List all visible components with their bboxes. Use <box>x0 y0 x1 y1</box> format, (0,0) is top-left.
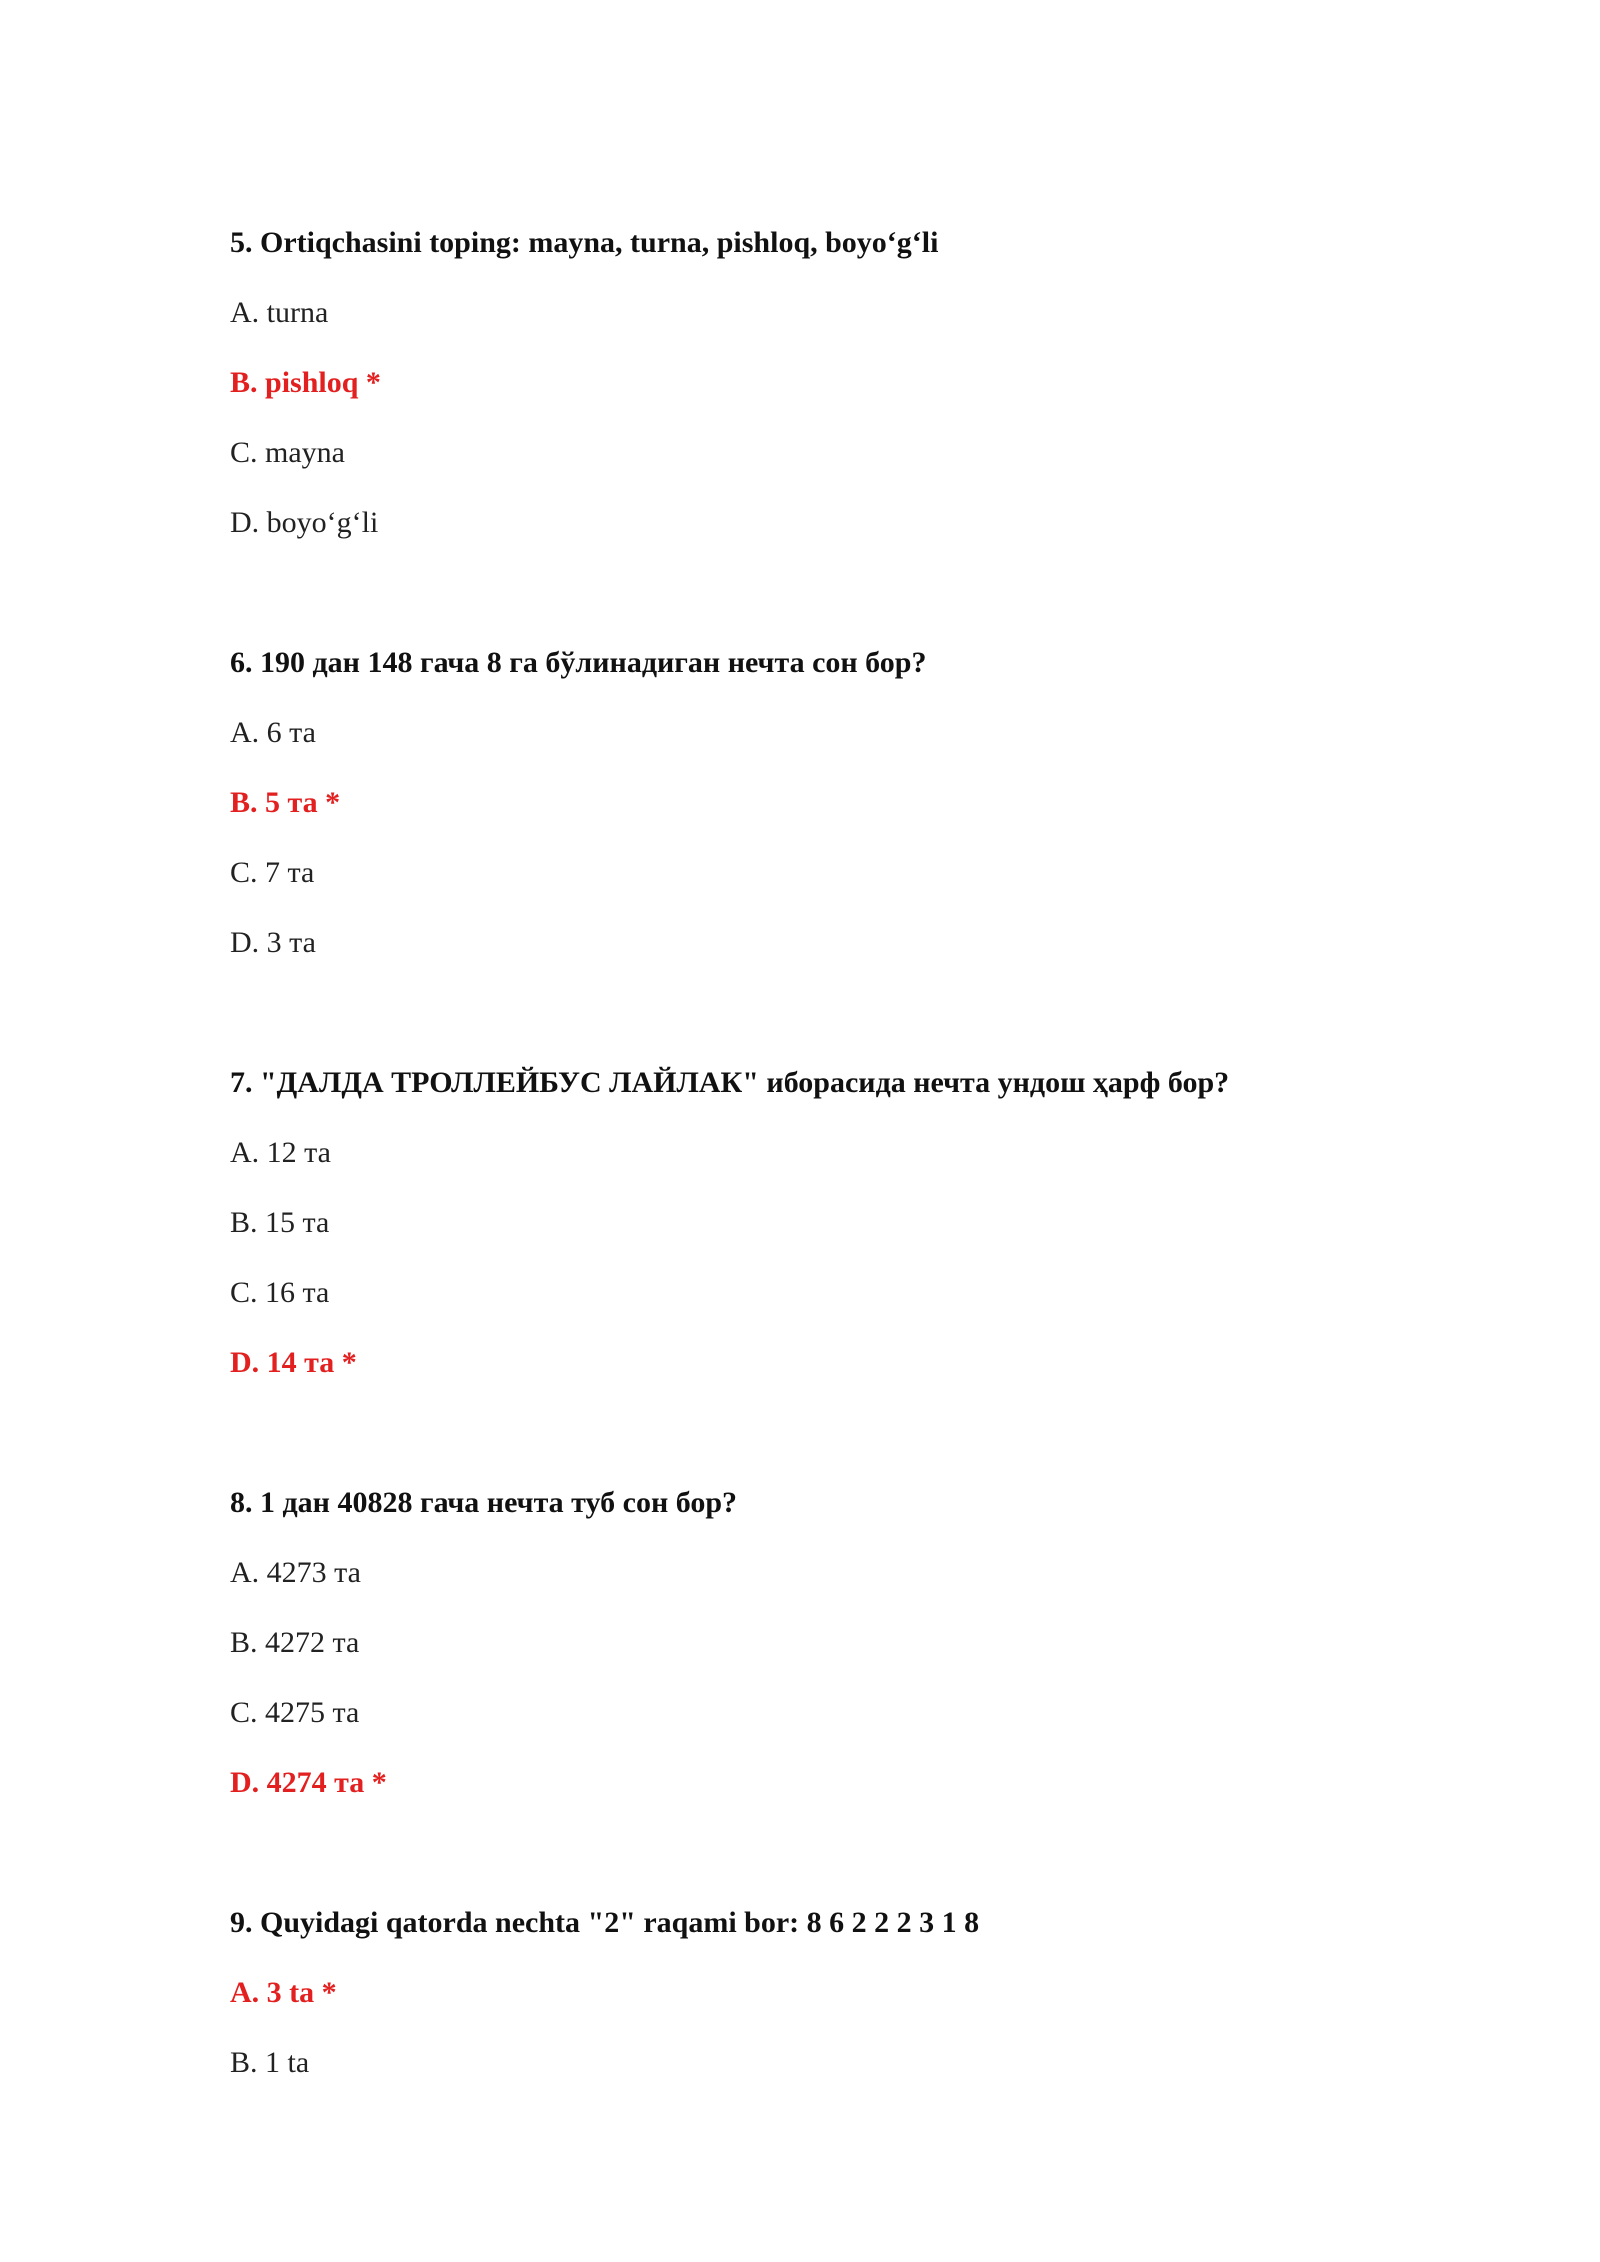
answer-option: D. 3 та <box>230 926 316 959</box>
question-title: 6. 190 дан 148 гача 8 га бўлинадиган нечта сон бор? <box>230 646 927 679</box>
answer-option: A. 6 та <box>230 716 316 749</box>
question-title: 5. Ortiqchasini toping: mayna, turna, pishloq, boyo‘g‘li <box>230 226 939 259</box>
correct-answer-option: B. 5 та * <box>230 786 341 819</box>
answer-option: D. boyo‘g‘li <box>230 506 379 539</box>
question-title: 7. "ДАЛДА ТРОЛЛЕЙБУС ЛАЙЛАК" иборасида нечта ундош ҳарф бор? <box>230 1066 1230 1099</box>
answer-option: A. 12 та <box>230 1136 331 1169</box>
question-title: 9. Quyidagi qatorda nechta "2" raqami bor: 8 6 2 2 2 3 1 8 <box>230 1906 980 1939</box>
answer-option: B. 4272 та <box>230 1626 360 1659</box>
answer-option: C. 7 та <box>230 856 315 889</box>
answer-option: C. 16 та <box>230 1276 330 1309</box>
answer-option: C. mayna <box>230 436 345 469</box>
correct-answer-option: B. pishloq * <box>230 366 381 399</box>
correct-answer-option: D. 14 та * <box>230 1346 357 1379</box>
correct-answer-option: A. 3 ta * <box>230 1976 337 2009</box>
answer-option: B. 1 ta <box>230 2046 310 2079</box>
answer-option: B. 15 та <box>230 1206 330 1239</box>
answer-option: A. turna <box>230 296 329 329</box>
answer-option: C. 4275 та <box>230 1696 360 1729</box>
question-title: 8. 1 дан 40828 гача нечта туб сон бор? <box>230 1486 738 1519</box>
correct-answer-option: D. 4274 та * <box>230 1766 387 1799</box>
answer-option: A. 4273 та <box>230 1556 361 1589</box>
